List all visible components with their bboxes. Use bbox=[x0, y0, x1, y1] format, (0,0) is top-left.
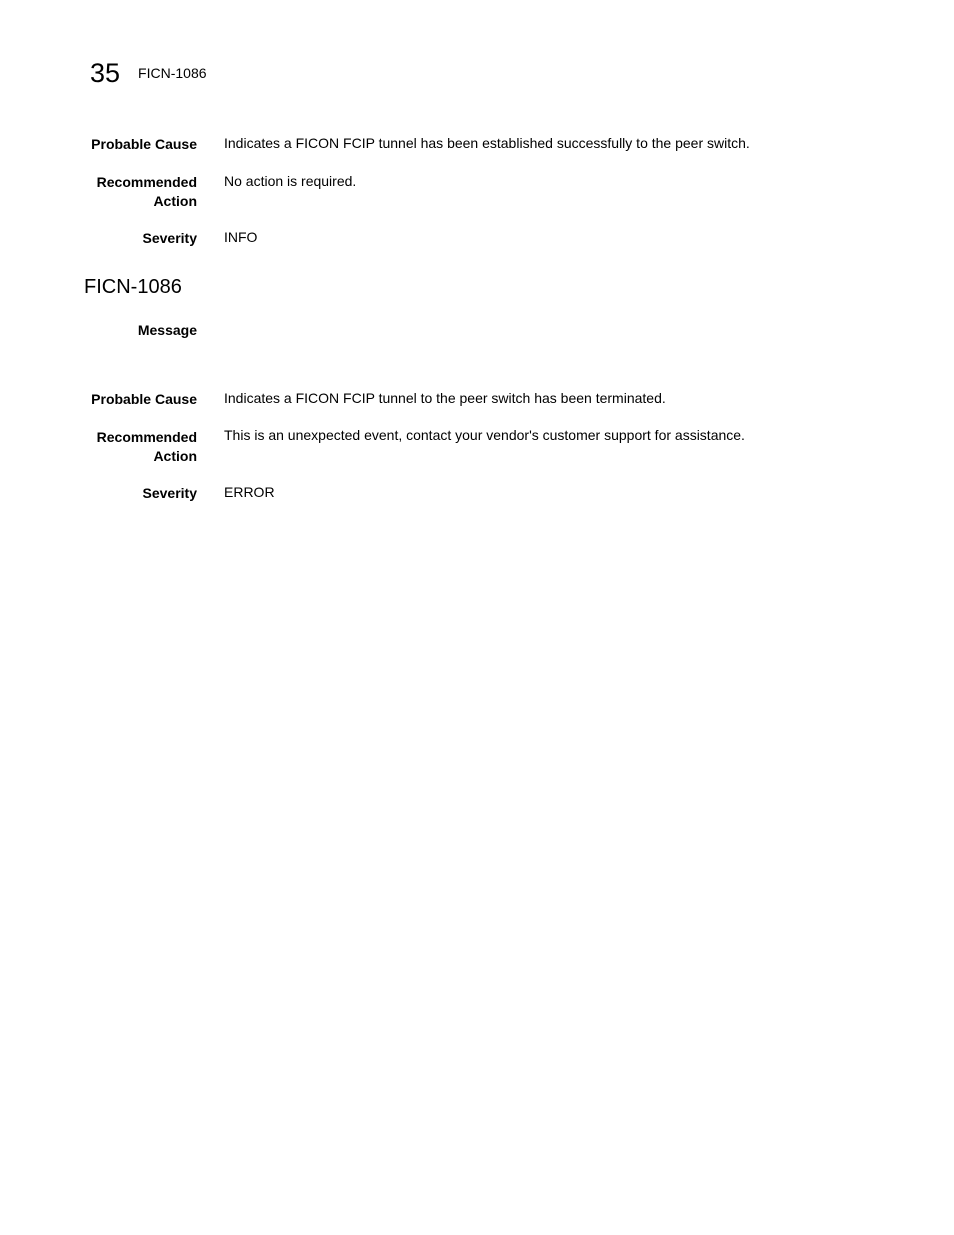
message-label: Message bbox=[137, 322, 197, 338]
probable-cause-text: Indicates a FICON FCIP tunnel to the peer switch has been terminated. bbox=[224, 390, 666, 406]
entry-title: FICN-1086 bbox=[84, 276, 182, 298]
recommended-action-label-line2: Action bbox=[153, 193, 197, 209]
chapter-number: 35 bbox=[90, 58, 121, 88]
severity-label: Severity bbox=[142, 230, 197, 246]
recommended-action-label-line2: Action bbox=[153, 448, 197, 464]
recommended-action-label-line1: Recommended bbox=[96, 174, 197, 190]
page-header bbox=[90, 54, 207, 88]
severity-value: ERROR bbox=[224, 484, 275, 500]
probable-cause-label: Probable Cause bbox=[91, 136, 197, 152]
recommended-action-text: No action is required. bbox=[224, 173, 357, 189]
probable-cause-text: Indicates a FICON FCIP tunnel has been established successfully to the peer switch. bbox=[224, 135, 750, 151]
severity-label: Severity bbox=[142, 485, 197, 501]
recommended-action-label-line1: Recommended bbox=[96, 429, 197, 445]
severity-value: INFO bbox=[224, 229, 258, 245]
probable-cause-label: Probable Cause bbox=[91, 391, 197, 407]
running-title: FICN-1086 bbox=[138, 65, 207, 81]
recommended-action-text: This is an unexpected event, contact your vendor's customer support for assistance. bbox=[224, 427, 745, 443]
